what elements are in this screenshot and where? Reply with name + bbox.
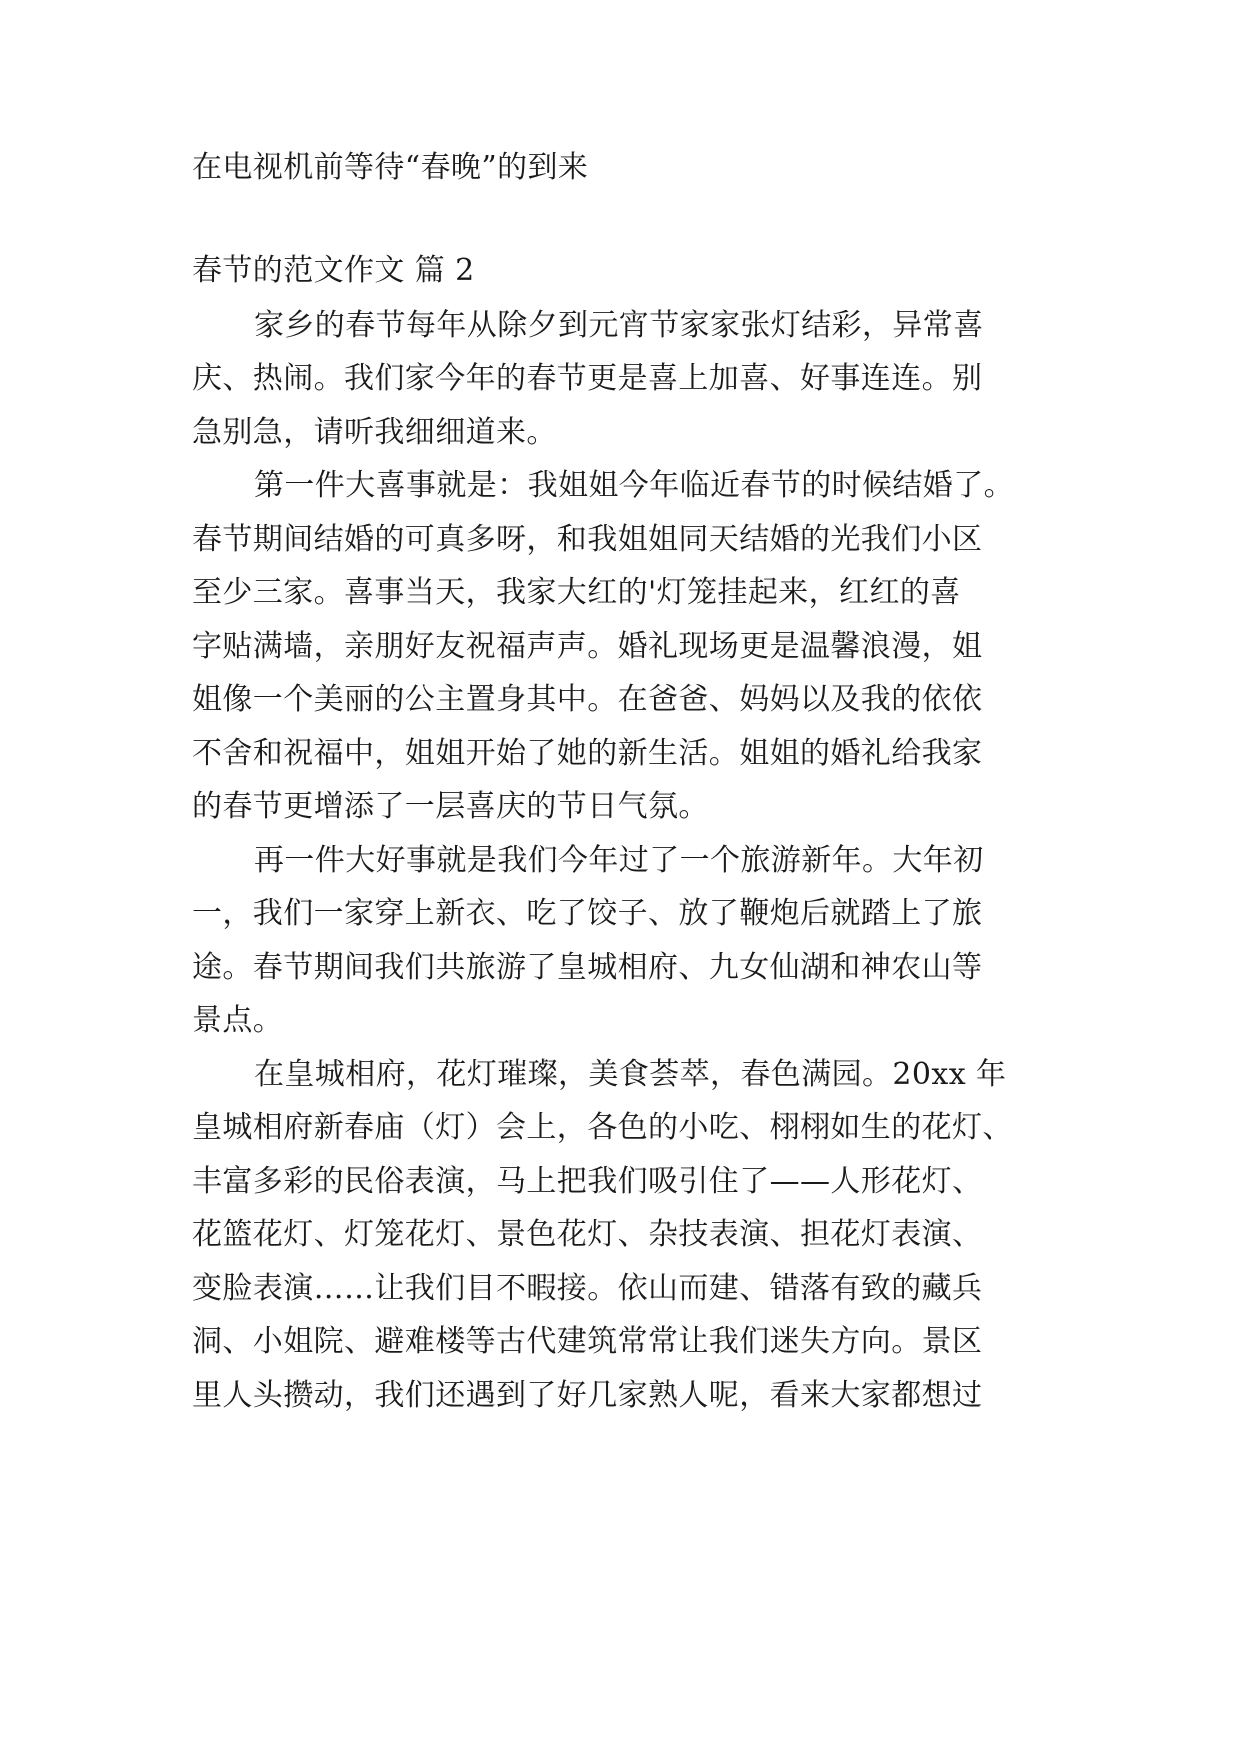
paragraph-line: 字贴满墙，亲朋好友祝福声声。婚礼现场更是温馨浪漫，姐 (192, 629, 983, 664)
paragraph-line: 景点。 (192, 1003, 284, 1038)
paragraph-line: 一，我们一家穿上新衣、吃了饺子、放了鞭炮后就踏上了旅 (192, 896, 983, 931)
paragraph-line: 不舍和祝福中，姐姐开始了她的新生活。姐姐的婚礼给我家 (192, 736, 983, 771)
text-line: 在电视机前等待“春晚”的到来 (192, 150, 589, 185)
paragraph-line: 春节期间结婚的可真多呀，和我姐姐同天结婚的光我们小区 (192, 522, 983, 557)
section-heading: 春节的范文作文 篇 2 (192, 253, 475, 288)
paragraph-line: 的春节更增添了一层喜庆的节日气氛。 (192, 789, 709, 824)
paragraph-line: 变脸表演……让我们目不暇接。依山而建、错落有致的藏兵 (192, 1271, 983, 1306)
paragraph-line: 花篮花灯、灯笼花灯、景色花灯、杂技表演、担花灯表演、 (192, 1217, 983, 1252)
paragraph-line: 至少三家。喜事当天，我家大红的'灯笼挂起来，红红的喜 (192, 575, 961, 610)
paragraph-line: 洞、小姐院、避难楼等古代建筑常常让我们迷失方向。景区 (192, 1324, 983, 1359)
paragraph-line: 里人头攒动，我们还遇到了好几家熟人呢，看来大家都想过 (192, 1378, 983, 1413)
paragraph-line: 急别急，请听我细细道来。 (192, 415, 557, 450)
paragraph-line: 皇城相府新春庙（灯）会上，各色的小吃、栩栩如生的花灯、 (192, 1110, 1013, 1145)
paragraph-line: 姐像一个美丽的公主置身其中。在爸爸、妈妈以及我的依依 (192, 682, 983, 717)
paragraph-line: 途。春节期间我们共旅游了皇城相府、九女仙湖和神农山等 (192, 950, 983, 985)
paragraph-line: 第一件大喜事就是：我姐姐今年临近春节的时候结婚了。 (254, 468, 1014, 503)
paragraph-line: 丰富多彩的民俗表演，马上把我们吸引住了——人形花灯、 (192, 1164, 983, 1199)
paragraph-line: 家乡的春节每年从除夕到元宵节家家张灯结彩，异常喜 (254, 308, 984, 343)
paragraph-line: 在皇城相府，花灯璀璨，美食荟萃，春色满园。20xx 年 (254, 1057, 1007, 1092)
paragraph-line: 庆、热闹。我们家今年的春节更是喜上加喜、好事连连。别 (192, 361, 983, 396)
paragraph-line: 再一件大好事就是我们今年过了一个旅游新年。大年初 (254, 843, 984, 878)
